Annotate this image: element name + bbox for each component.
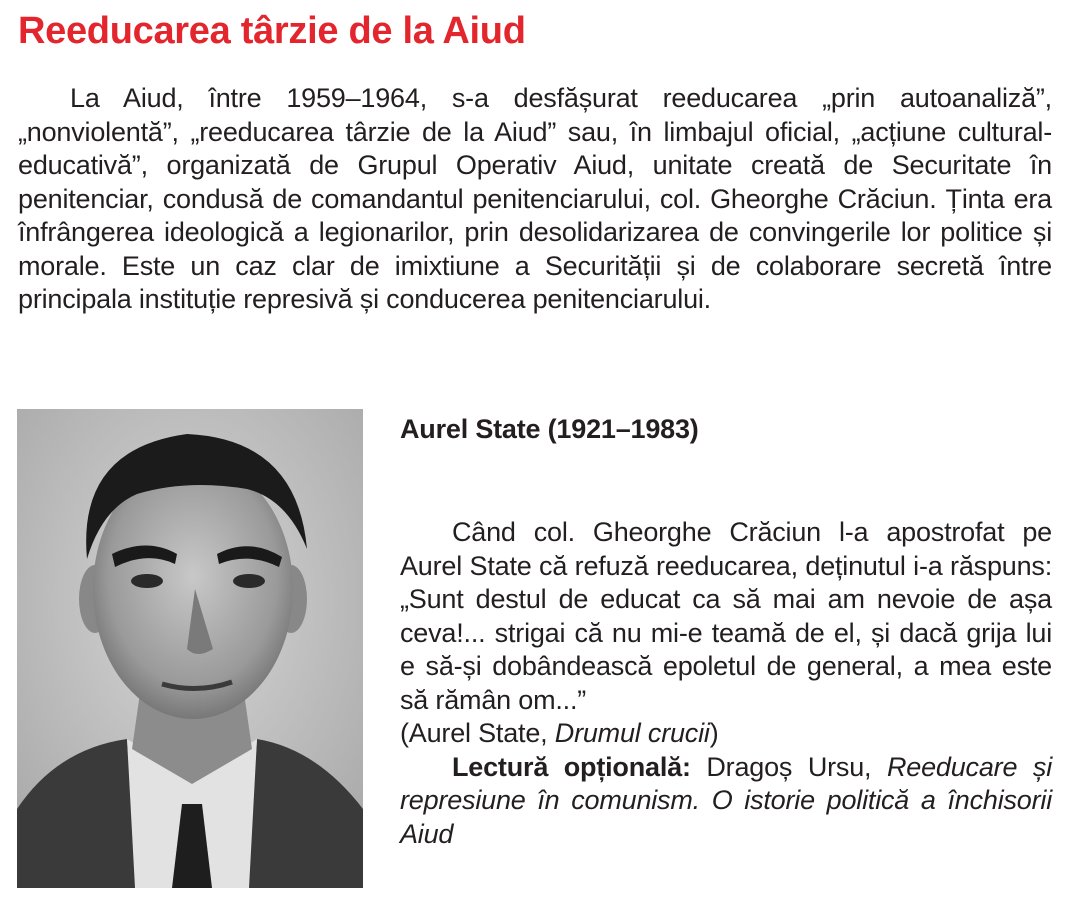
portrait-image xyxy=(17,409,363,888)
source-prefix: (Aurel State, xyxy=(400,718,555,748)
intro-text: La Aiud, între 1959–1964, s-a desfășurat reeducarea „prin autoanaliză”, „nonviolentă”, „reeducarea târzie de la Aiud” sau, în limbajul oficial, „acțiune cultural-educativă”, organizată de Grupul Operativ Aiud, unitate creată de Securitate în penitenciar, condusă de comandantul penitenciarului, col. Gheorghe Crăciun. Ținta era înfrângerea ideologică a legionarilor, prin desolidarizarea de convingerile lor politice și morale. Este un caz clar de imixtiune a Securității și de colaborare secretă între principala instituție represivă și conducerea penitenciarului. xyxy=(18,83,1052,314)
reading-book: Reeducare și represiune în comunism. O istorie politică a închisorii Aiud xyxy=(400,751,1052,849)
optional-reading xyxy=(400,751,1052,852)
quote-text: Când col. Gheorghe Crăciun l-a apostrofat pe Aurel State că refuză reeducarea, deținutul i-a răspuns: „Sunt destul de educat ca să mai am nevoie de așa ceva!... strigai că nu mi-e teamă de el, și dacă grija lui e să-și dobândească epoletul de general, a mea este să rămân om...” xyxy=(400,517,1052,715)
profile-section xyxy=(400,412,1052,851)
reading-author: Dragoș Ursu, xyxy=(690,751,887,782)
quote-source xyxy=(400,717,1052,751)
intro-paragraph xyxy=(18,82,1052,317)
source-suffix: ) xyxy=(709,718,719,748)
page-title: Reeducarea târzie de la Aiud xyxy=(18,10,526,52)
source-title: Drumul crucii xyxy=(554,718,710,748)
profile-name: Aurel State (1921–1983) xyxy=(400,414,699,444)
portrait-photo xyxy=(17,409,363,888)
profile-quote xyxy=(400,516,1052,751)
reading-label: Lectură opțională: xyxy=(452,751,691,782)
